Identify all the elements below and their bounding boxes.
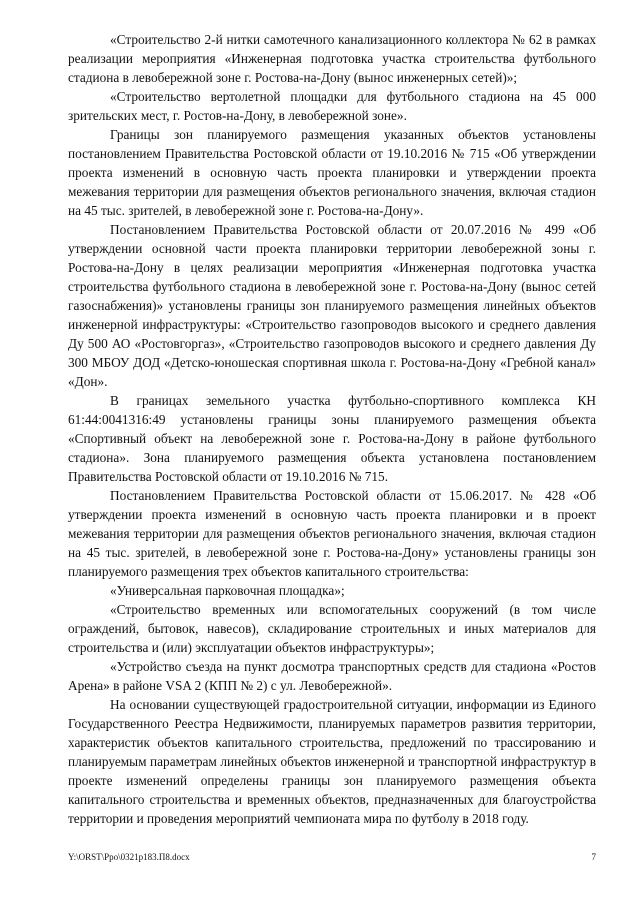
list-item-checkpoint-exit: «Устройство съезда на пункт досмотра транспортных средств для стадиона «Ростов Арена» в районе VSA 2 (КПП № 2) с ул. Левобережной». [68, 659, 596, 693]
footer-file-path: Y:\ORST\Ppo\0321p183.П8.docx [68, 852, 190, 862]
paragraph-boundaries-715: Границы зон планируемого размещения указанных объектов установлены постановлением Правительства Ростовской области от 19.10.2016 № 715 «Об утверждении проекта изменений в основную часть проекта планировки и утверждении проекта межевания территории для размещения объектов регионального значения, включая стадион на 45 тыс. зрителей, в левобережной зоне г. Ростова-на-Дону». [68, 127, 596, 218]
paragraph-conclusion: На основании существующей градостроительной ситуации, информации из Единого Государственного Реестра Недвижимости, планируемых параметров развития территории, характеристик объектов капитального строительства, предложений по трассированию и планируемым параметрам линейных объектов инженерной и транспортной инфраструктур в проекте изменений определены границы зон планируемого размещения объекта капитального строительства и временных объектов, предназначенных для благоустройства территории и проведения мероприятий чемпионата мира по футболу в 2018 году. [68, 697, 596, 826]
paragraph-sewer-collector: «Строительство 2-й нитки самотечного канализационного коллектора № 62 в рамках реализации мероприятия «Инженерная подготовка участка строительства футбольного стадиона в левобережной зоне г. Ростова-на-Дону (вынос инженерных сетей)»; [68, 32, 596, 85]
list-item-temporary-structures: «Строительство временных или вспомогательных сооружений (в том числе ограждений, бытовок, навесов), складирование строительных и иных материалов для строительства и (или) эксплуатации объектов инфраструктуры»; [68, 602, 596, 655]
paragraph-land-plot: В границах земельного участка футбольно-спортивного комплекса КН 61:44:0041316:49 установлены границы зоны планируемого размещения объекта «Спортивный объект на левобережной зоне г. Ростова-на-Дону в районе футбольного стадиона». Зона планируемого размещения объекта установлена постановлением Правительства Ростовской области от 19.10.2016 № 715. [68, 393, 596, 484]
document-body [68, 30, 596, 828]
list-item-parking: «Универсальная парковочная площадка»; [110, 583, 345, 598]
paragraph-resolution-499: Постановлением Правительства Ростовской области от 20.07.2016 № 499 «Об утверждении основной части проекта планировки территории левобережной зоны г. Ростова-на-Дону в целях реализации мероприятия «Инженерная подготовка участка строительства футбольного стадиона в левобережной зоне г. Ростова-на-Дону (вынос сетей газоснабжения)» установлены границы зон планируемого размещения линейных объектов инженерной инфраструктуры: «Строительство газопроводов высокого и среднего давления Ду 500 АО «Ростовгоргаз», «Строительство газопроводов высокого и среднего давления Ду 300 МБОУ ДОД «Детско-юношеская спортивная школа г. Ростова-на-Дону «Гребной канал» «Дон». [68, 222, 596, 389]
page-footer [68, 852, 596, 866]
page-number: 7 [591, 852, 596, 862]
paragraph-helipad: «Строительство вертолетной площадки для футбольного стадиона на 45 000 зрительских мест, г. Ростов-на-Дону, в левобережной зоне». [68, 89, 596, 123]
paragraph-resolution-428: Постановлением Правительства Ростовской области от 15.06.2017. № 428 «Об утверждении проекта изменений в основную часть проекта планировки и в проект межевания территории для размещения объектов регионального значения, включая стадион на 45 тыс. зрителей, в левобережной зоне г. Ростова-на-Дону» установлены границы зон планируемого размещения трех объектов капитального строительства: [68, 488, 596, 579]
